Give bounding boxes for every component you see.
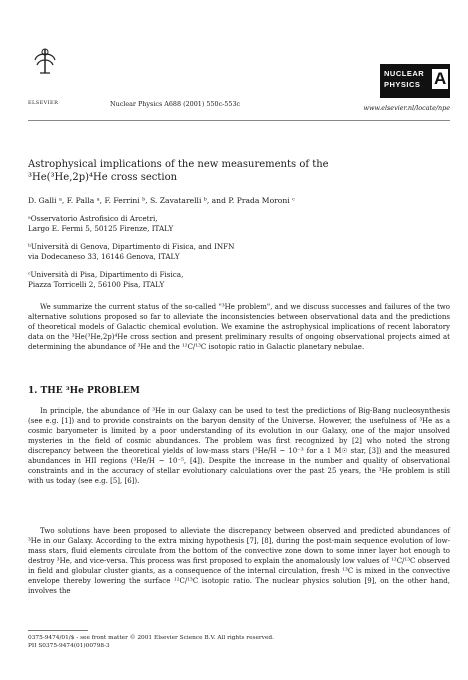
title-line-1: Astrophysical implications of the new measurements of the bbox=[28, 159, 329, 170]
paper-title bbox=[28, 158, 448, 184]
badge-line1: NUCLEAR bbox=[384, 69, 425, 78]
footnote-line1: 0375-9474/01/$ - see front matter © 2001 Elsevier Science B.V. All rights reserved. bbox=[28, 635, 274, 641]
header-rule bbox=[28, 120, 450, 121]
copyright-footnote bbox=[28, 634, 274, 650]
badge-line2: PHYSICS bbox=[384, 80, 421, 89]
affiliation-a-line1: ᵃOsservatorio Astrofisico di Arcetri, bbox=[28, 214, 158, 223]
title-line-2: ³He(³He,2p)⁴He cross section bbox=[28, 172, 178, 183]
badge-letter: A bbox=[434, 69, 447, 88]
elsevier-tree-logo bbox=[30, 46, 60, 76]
author-list: D. Galli ᵃ, F. Palla ᵃ, F. Ferrini ᵇ, S. Zavatarelli ᵇ, and P. Prada Moroni ᶜ bbox=[28, 196, 295, 205]
body-paragraph-1: In principle, the abundance of ³He in our Galaxy can be used to test the predictions of Big-Bang nucleosynthesis (see e.g. [1]) and to provide constraints on the baryon density of the Universe. However, the usefulness of ³He as a cosmic baryometer is limited by a poor understanding of its evolution in our Galaxy, one of the major unsolved mysteries in the field of cosmic abundances. The problem was first recognized by [2] who noted the strong discrepancy between the theoretical yields of low-mass stars (³He/H ~ 10⁻³ for a 1 M☉ star, [3]) and the measured abundances in HII regions (³He/H ~ 10⁻⁵, [4]). Despite the increase in the number and quality of observational constraints and in the accuracy of stellar evolutionary calculations over the past 25 years, the ³He problem is still with us today (see e.g. [5], [6]). bbox=[28, 407, 450, 485]
footnote-line2: PII S0375-9474(01)00798-3 bbox=[28, 643, 110, 649]
nuclear-physics-a-badge bbox=[380, 64, 450, 98]
journal-url[interactable]: www.elsevier.nl/locate/npe bbox=[363, 104, 450, 112]
section-heading: 1. THE ³He PROBLEM bbox=[28, 386, 140, 396]
journal-citation: Nuclear Physics A688 (2001) 550c-553c bbox=[110, 100, 241, 108]
affiliation-b bbox=[28, 242, 448, 262]
affiliation-a-line2: Largo E. Fermi 5, 50125 Firenze, ITALY bbox=[28, 224, 174, 233]
abstract: We summarize the current status of the so-called "³He problem", and we discuss successes and failures of the two alternative solutions proposed so far to alleviate the inconsistencies between observational data and the predictions of theoretical models of Galactic chemical evolution. We examine the astrophysical implications of recent laboratory data on the ³He(³He,2p)⁴He cross section and present preliminary results of ongoing observational projects aimed at determining the abundance of ³He and the ¹²C/¹³C isotopic ratio in Galactic planetary nebulae. bbox=[28, 303, 450, 351]
body-paragraph-2: Two solutions have been proposed to alleviate the discrepancy between observed and predicted abundances of ³He in our Galaxy. According to the extra mixing hypothesis [7], [8], during the post-main sequence evolution of low-mass stars, fluid elements circulate from the bottom of the convective zone down to some inner layer hot enough to destroy ³He, and vice-versa. This process was first proposed to explain the anomalously low values of ¹²C/¹³C observed in field and globular cluster giants, as a consequence of the internal circulation, fresh ¹³C is mixed in the convective envelope thereby lowering the surface ¹²C/¹³C isotopic ratio. The nuclear physics solution [9], on the other hand, involves the bbox=[28, 527, 450, 595]
affiliation-a bbox=[28, 214, 448, 234]
affiliation-c-line1: ᶜUniversità di Pisa, Dipartimento di Fisica, bbox=[28, 270, 184, 279]
affiliation-c-line2: Piazza Torricelli 2, 56100 Pisa, ITALY bbox=[28, 280, 165, 289]
affiliation-b-line2: via Dodecaneso 33, 16146 Genova, ITALY bbox=[28, 252, 180, 261]
affiliation-c bbox=[28, 270, 448, 290]
footnote-rule bbox=[28, 630, 88, 631]
affiliation-b-line1: ᵇUniversità di Genova, Dipartimento di Fisica, and INFN bbox=[28, 242, 235, 251]
publisher-name: ELSEVIER bbox=[28, 100, 59, 106]
